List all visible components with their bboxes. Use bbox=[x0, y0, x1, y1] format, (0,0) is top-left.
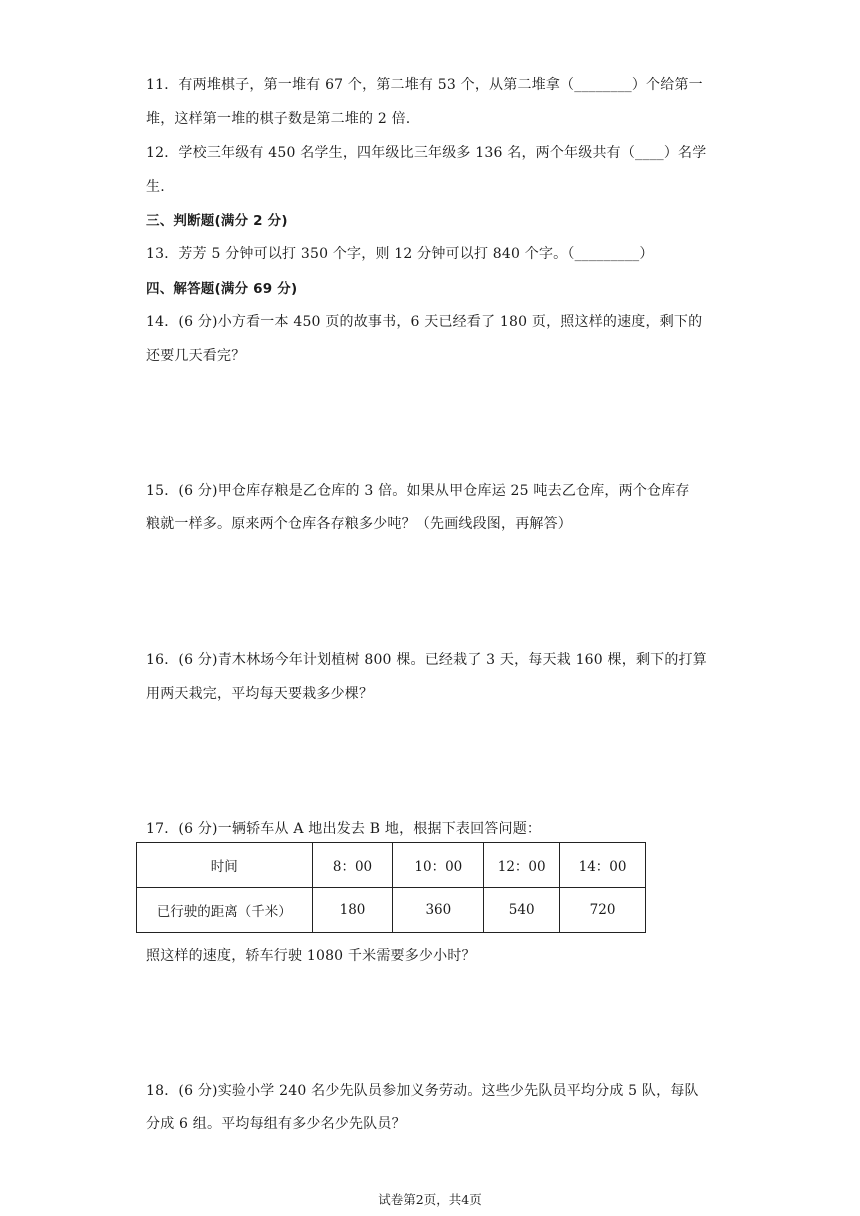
table-cell: 已行驶的距离（千米） bbox=[137, 888, 313, 933]
section-4-heading: 四、解答题(满分 69 分) bbox=[146, 281, 298, 297]
q15-line1: 15．(6 分)甲仓库存粮是乙仓库的 3 倍。如果从甲仓库运 25 吨去乙仓库，两个仓库存 bbox=[146, 483, 690, 499]
q15-line2: 粮就一样多。原来两个仓库各存粮多少吨？（先画线段图，再解答） bbox=[146, 516, 572, 532]
table-cell: 540 bbox=[484, 888, 560, 933]
table-row bbox=[137, 888, 646, 933]
q18-line2: 分成 6 组。平均每组有多少名少先队员？ bbox=[146, 1116, 406, 1132]
table-cell: 12：00 bbox=[484, 843, 560, 888]
section-3-heading: 三、判断题(满分 2 分) bbox=[146, 213, 288, 229]
table-cell: 时间 bbox=[137, 843, 313, 888]
page-footer: 试卷第2页，共4页 bbox=[378, 1192, 482, 1207]
q11-line1: 11．有两堆棋子，第一堆有 67 个，第二堆有 53 个，从第二堆拿（________）个给第一 bbox=[146, 77, 703, 93]
q16-line2: 用两天栽完，平均每天要栽多少棵？ bbox=[146, 686, 374, 702]
speed-table bbox=[136, 842, 646, 933]
table-cell: 720 bbox=[560, 888, 646, 933]
q12-line1: 12．学校三年级有 450 名学生，四年级比三年级多 136 名，两个年级共有（____）名学 bbox=[146, 145, 707, 161]
table-cell: 360 bbox=[393, 888, 484, 933]
q14-line1: 14．(6 分)小方看一本 450 页的故事书，6 天已经看了 180 页，照这样的速度，剩下的 bbox=[146, 314, 703, 330]
q11-line2: 堆，这样第一堆的棋子数是第二堆的 2 倍. bbox=[146, 111, 411, 127]
q16-line1: 16．(6 分)青木林场今年计划植树 800 棵。已经栽了 3 天，每天栽 160 棵，剩下的打算 bbox=[146, 652, 707, 668]
q12-line2: 生. bbox=[146, 179, 165, 195]
q17-line2: 照这样的速度，轿车行驶 1080 千米需要多少小时？ bbox=[146, 948, 476, 964]
q17-line1: 17．(6 分)一辆轿车从 A 地出发去 B 地，根据下表回答问题： bbox=[146, 821, 542, 837]
q18-line1: 18．(6 分)实验小学 240 名少先队员参加义务劳动。这些少先队员平均分成 5 队，每队 bbox=[146, 1083, 699, 1099]
q14-line2: 还要几天看完？ bbox=[146, 348, 246, 364]
table-cell: 10：00 bbox=[393, 843, 484, 888]
table-cell: 180 bbox=[312, 888, 393, 933]
table-cell: 14：00 bbox=[560, 843, 646, 888]
table-row bbox=[137, 843, 646, 888]
table-cell: 8：00 bbox=[312, 843, 393, 888]
q13-line: 13．芳芳 5 分钟可以打 350 个字，则 12 分钟可以打 840 个字。（_________） bbox=[146, 246, 654, 262]
